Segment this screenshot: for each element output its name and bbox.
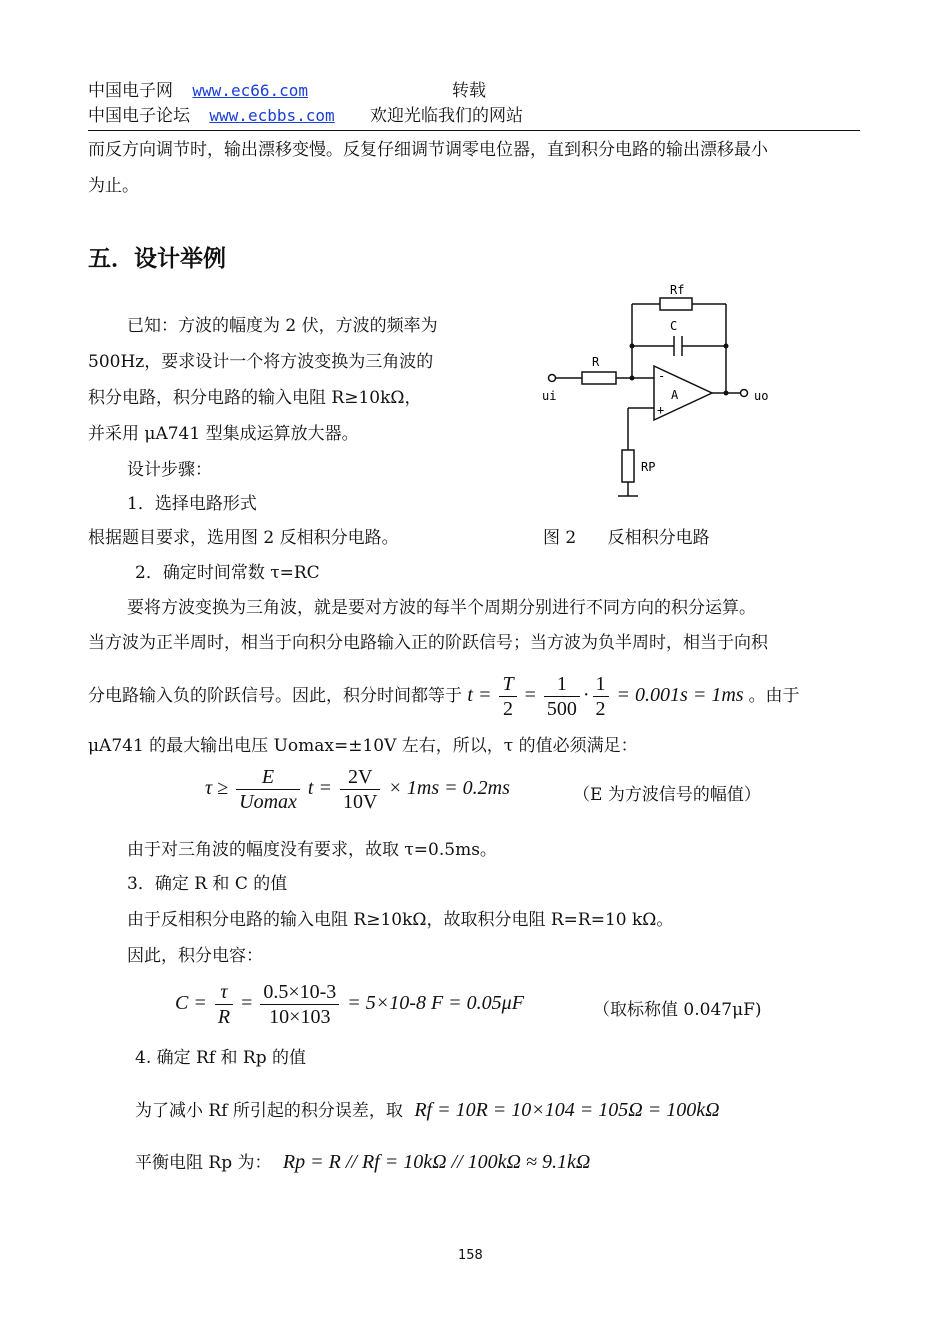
step-3-heading: 3．确定 R 和 C 的值 xyxy=(127,874,288,894)
eq1-equals: = xyxy=(524,684,536,707)
step-3-paragraph-2: 因此，积分电容： xyxy=(127,946,263,966)
label-minus: - xyxy=(658,369,666,383)
step-2-paragraph-2: 当方波为正半周时，相当于向积分电路输入正的阶跃信号；当方波为负半周时，相当于向积 xyxy=(88,633,768,653)
equation-tau-note: （E 为方波信号的幅值） xyxy=(573,785,761,805)
header-repost-tag: 转载 xyxy=(452,81,486,101)
page-number: 158 xyxy=(458,1248,483,1263)
eq3-fraction-tau-over-r: $\frac{\tau}{R}$ xyxy=(215,980,233,1029)
equation-tau-condition xyxy=(205,765,510,814)
equation-rp: Rp = R // Rf = 10kΩ // 100kΩ ≈ 9.1kΩ xyxy=(282,1151,591,1173)
continued-paragraph-line-2: 为止。 xyxy=(88,176,139,196)
step-2-paragraph-5: 由于对三角波的幅度没有要求，故取 τ=0.5ms。 xyxy=(127,840,497,860)
eq2-rhs: × 1ms = 0.2ms xyxy=(388,777,510,800)
eq3-lhs: C = xyxy=(175,992,207,1015)
steps-title: 设计步骤： xyxy=(127,460,212,480)
eq1-lhs: t = xyxy=(467,684,492,707)
header-welcome: 欢迎光临我们的网站 xyxy=(370,106,524,126)
figure-caption xyxy=(543,520,710,556)
eq2-mid: t = xyxy=(307,777,332,800)
inverting-integrator-circuit xyxy=(530,278,790,508)
header-line-1 xyxy=(88,80,308,102)
eq3-rhs: = 5×10-8 F = 0.05μF xyxy=(347,992,524,1015)
given-line-4: 并采用 μA741 型集成运算放大器。 xyxy=(88,424,359,444)
section-heading: 五．设计举例 xyxy=(88,246,226,272)
given-line-3: 积分电路，积分电路的输入电阻 R≥10kΩ， xyxy=(88,388,422,408)
label-r: R xyxy=(592,355,600,369)
header-site-name: 中国电子网 xyxy=(88,81,173,101)
step-4-rf-text: 为了减小 Rf 所引起的积分误差，取 xyxy=(135,1101,403,1121)
figure-caption-number: 图 2 xyxy=(543,528,577,548)
eq2-lhs: τ ≥ xyxy=(205,777,229,800)
equation-integration-time xyxy=(467,673,748,720)
step-2-paragraph-1: 要将方波变换为三角波，就是要对方波的每半个周期分别进行不同方向的积分运算。 xyxy=(127,598,756,618)
label-ui: ui xyxy=(542,389,557,403)
given-line-1: 已知：方波的幅度为 2 伏，方波的频率为 xyxy=(127,316,438,336)
step-1-text: 根据题目要求，选用图 2 反相积分电路。 xyxy=(88,528,399,548)
equation-capacitor xyxy=(175,980,524,1029)
eq1-fraction-1-over-2: $\frac{1}{2}$ xyxy=(593,672,609,721)
eq3-equals: = xyxy=(241,992,253,1015)
header-forum-name: 中国电子论坛 xyxy=(88,106,190,126)
step-2-text-after-equation: 。由于 xyxy=(748,686,800,707)
label-a: A xyxy=(671,388,679,402)
eq2-fraction-e-over-uomax: $\frac{E}{Uomax}$ xyxy=(236,765,300,814)
header-line-2 xyxy=(88,105,523,127)
step-3-paragraph-1: 由于反相积分电路的输入电阻 R≥10kΩ，故取积分电阻 R=R=10 kΩ。 xyxy=(127,910,674,930)
label-rp: RP xyxy=(641,460,656,474)
step-4-rp-text: 平衡电阻 Rp 为： xyxy=(135,1153,272,1173)
figure-caption-text: 反相积分电路 xyxy=(607,528,710,548)
header-rule xyxy=(88,130,860,131)
eq1-fraction-1-over-500: $\frac{1}{500}$ xyxy=(544,672,580,721)
step-4-paragraph-2 xyxy=(135,1144,590,1181)
label-plus: + xyxy=(657,403,665,417)
label-uo: uo xyxy=(754,389,769,403)
eq1-dot: · xyxy=(582,684,590,707)
equation-rf: Rf = 10R = 10×104 = 105Ω = 100kΩ xyxy=(414,1099,720,1121)
continued-paragraph-line-1: 而反方向调节时，输出漂移变慢。反复仔细调节调零电位器，直到积分电路的输出漂移最小 xyxy=(88,140,768,160)
equation-capacitor-note: （取标称值 0.047μF) xyxy=(593,1000,762,1020)
label-rf: Rf xyxy=(670,283,685,297)
step-2-heading: 2．确定时间常数 τ=RC xyxy=(135,563,320,583)
eq2-fraction-2v-over-10v: $\frac{2V}{10V}$ xyxy=(340,765,380,814)
given-line-2: 500Hz，要求设计一个将方波变换为三角波的 xyxy=(88,352,434,372)
eq3-fraction-numeric: $\frac{0.5\times 10-3}{10\times 103}$ xyxy=(260,980,339,1029)
step-2-paragraph-3 xyxy=(88,672,800,721)
step-2-text-before-equation: 分电路输入负的阶跃信号。因此，积分时间都等于 xyxy=(88,686,462,707)
header-link-ecbbs[interactable]: www.ecbbs.com xyxy=(209,106,335,125)
label-c: C xyxy=(670,319,678,333)
eq1-rhs: = 0.001s = 1ms xyxy=(616,684,744,707)
eq1-fraction-t-over-2: $\frac{T}{2}$ xyxy=(499,672,516,721)
step-1-heading: 1．选择电路形式 xyxy=(127,494,257,514)
step-4-paragraph-1 xyxy=(135,1092,720,1129)
header-link-ec66[interactable]: www.ec66.com xyxy=(192,81,308,100)
step-4-heading: 4. 确定 Rf 和 Rp 的值 xyxy=(135,1048,307,1068)
step-2-paragraph-4: μA741 的最大输出电压 Uomax=±10V 左右，所以，τ 的值必须满足： xyxy=(88,736,638,756)
